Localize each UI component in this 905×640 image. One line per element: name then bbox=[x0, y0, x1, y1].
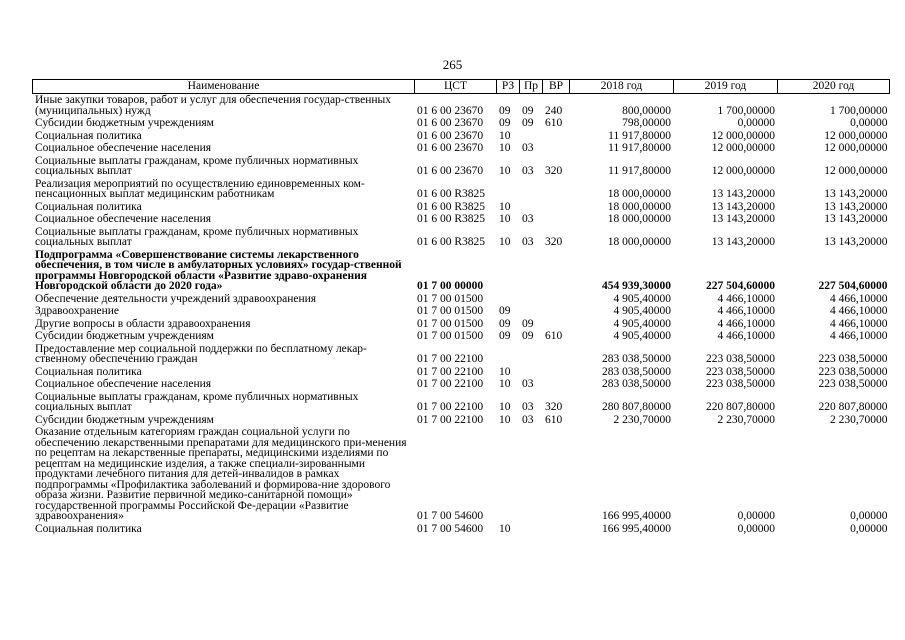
cell-vr bbox=[543, 523, 570, 536]
cell-rz: 10 bbox=[499, 236, 511, 248]
cell-2020: 4 466,10000 bbox=[830, 317, 888, 330]
cell-name: Социальные выплаты гражданам, кроме публичных нормативных социальных выплат bbox=[35, 225, 359, 248]
cell-cst: 01 6 00 R3825 bbox=[417, 236, 486, 248]
cell-pr: 09 bbox=[522, 330, 534, 342]
table-row bbox=[33, 155, 890, 178]
cell-rz: 10 bbox=[499, 378, 511, 390]
cell-2019: 12 000,00000 bbox=[711, 129, 775, 142]
cell-vr bbox=[543, 130, 570, 143]
budget-table bbox=[32, 79, 890, 535]
cell-2018: 798,00000 bbox=[622, 117, 671, 129]
table-row bbox=[33, 178, 890, 201]
cell-2019: 1 700,00000 bbox=[717, 104, 775, 117]
cell-vr bbox=[543, 201, 570, 214]
table-row bbox=[33, 523, 890, 536]
cell-cst: 01 7 00 00000 bbox=[417, 280, 484, 292]
cell-rz bbox=[497, 343, 520, 366]
cell-2020: 4 466,10000 bbox=[830, 292, 888, 305]
cell-name: Обеспечение деятельности учреждений здравоохранения bbox=[35, 292, 317, 305]
cell-rz bbox=[497, 426, 520, 523]
header-2018: 2018 год bbox=[570, 80, 674, 94]
cell-name: Субсидии бюджетным учреждениям bbox=[35, 117, 214, 129]
cell-pr: 09 bbox=[522, 117, 534, 129]
cell-cst: 01 6 00 R3825 bbox=[417, 188, 486, 200]
cell-cst: 01 7 00 22100 bbox=[417, 378, 484, 390]
cell-2020: 13 143,20000 bbox=[824, 200, 888, 213]
cell-2019: 0,00000 bbox=[737, 510, 775, 522]
cell-2019: 223 038,50000 bbox=[706, 353, 775, 365]
cell-name: Реализация мероприятий по осуществлению единовременных ком-пенсационных выплат медицинским работникам bbox=[35, 177, 365, 200]
cell-name: Предоставление мер социальной поддержки по бесплатному лекар-ственному обеспечению граждан bbox=[35, 342, 367, 365]
cell-cst: 01 6 00 23670 bbox=[417, 142, 484, 154]
cell-2020: 13 143,20000 bbox=[824, 188, 888, 200]
table-row bbox=[33, 201, 890, 214]
cell-cst: 01 6 00 R3825 bbox=[417, 200, 486, 213]
cell-2019: 4 466,10000 bbox=[717, 330, 775, 342]
cell-pr bbox=[520, 293, 543, 306]
cell-name: Субсидии бюджетным учреждениям bbox=[35, 330, 214, 342]
cell-vr bbox=[543, 378, 570, 391]
cell-vr: 610 bbox=[545, 117, 563, 129]
cell-rz: 10 bbox=[499, 213, 511, 225]
cell-2018: 18 000,00000 bbox=[607, 213, 671, 225]
header-2020: 2020 год bbox=[778, 80, 890, 94]
cell-rz: 09 bbox=[499, 305, 511, 317]
cell-vr bbox=[543, 305, 570, 318]
cell-2018: 18 000,00000 bbox=[607, 200, 671, 213]
cell-2020: 13 143,20000 bbox=[824, 213, 888, 225]
cell-cst: 01 7 00 01500 bbox=[417, 292, 484, 305]
cell-vr bbox=[543, 142, 570, 155]
table-row bbox=[33, 226, 890, 249]
cell-2019: 4 466,10000 bbox=[717, 292, 775, 305]
table-row bbox=[33, 142, 890, 155]
cell-rz: 10 bbox=[499, 142, 511, 154]
cell-vr bbox=[543, 318, 570, 331]
table-row bbox=[33, 117, 890, 130]
cell-rz: 10 bbox=[499, 365, 511, 378]
cell-2020: 1 700,00000 bbox=[830, 104, 888, 117]
cell-pr bbox=[520, 130, 543, 143]
table-row bbox=[33, 391, 890, 414]
cell-2020: 4 466,10000 bbox=[830, 330, 888, 342]
page-number: 265 bbox=[442, 57, 463, 72]
cell-2019: 12 000,00000 bbox=[711, 142, 775, 154]
cell-pr: 03 bbox=[522, 401, 534, 413]
cell-name: Социальное обеспечение населения bbox=[35, 142, 212, 154]
cell-cst: 01 6 00 23670 bbox=[417, 165, 484, 177]
cell-2020: 0,00000 bbox=[850, 510, 888, 522]
cell-pr bbox=[520, 178, 543, 201]
cell-2019: 13 143,20000 bbox=[711, 213, 775, 225]
cell-2018: 4 905,40000 bbox=[613, 292, 671, 305]
cell-name: Здравоохранение bbox=[35, 305, 120, 317]
table-row bbox=[33, 343, 890, 366]
table-row bbox=[33, 330, 890, 343]
cell-2018: 800,00000 bbox=[622, 104, 671, 117]
cell-cst: 01 6 00 23670 bbox=[417, 104, 484, 117]
header-rz: РЗ bbox=[497, 80, 520, 94]
table-row bbox=[33, 130, 890, 143]
cell-vr bbox=[543, 249, 570, 293]
cell-2019: 4 466,10000 bbox=[717, 305, 775, 317]
cell-cst: 01 7 00 22100 bbox=[417, 413, 484, 426]
table-row bbox=[33, 414, 890, 427]
table-body bbox=[33, 94, 890, 536]
cell-vr: 320 bbox=[545, 236, 563, 248]
table-header-row bbox=[33, 80, 890, 94]
cell-name: Социальная политика bbox=[35, 365, 142, 378]
cell-name: Оказание отдельным категориям граждан социальной услуги по обеспечению лекарственными препаратами для медицинского при-менения по рецептам на лекарственные препараты, медицинскими изделиями по рецептам на медицинские изделия, а также специали-зированными продуктами лечебного питания для детей-инвалидов в рамках подпрограммы «Профилактика заболеваний и формирова-ние здорового образа жизни. Развитие первичной медико-санитарной помощи» государственной программы Российской Фе-дерации «Развитие здравоохранения» bbox=[35, 426, 407, 522]
cell-rz: 09 bbox=[499, 117, 511, 129]
cell-vr bbox=[543, 426, 570, 523]
cell-rz: 10 bbox=[499, 401, 511, 413]
table-row bbox=[33, 318, 890, 331]
cell-2018: 18 000,00000 bbox=[607, 188, 671, 200]
cell-2020: 12 000,00000 bbox=[824, 129, 888, 142]
header-2019: 2019 год bbox=[674, 80, 778, 94]
cell-2019: 223 038,50000 bbox=[706, 365, 775, 378]
table-row bbox=[33, 213, 890, 226]
cell-2019: 227 504,60000 bbox=[706, 280, 775, 292]
cell-2018: 18 000,00000 bbox=[607, 236, 671, 248]
cell-2018: 166 995,40000 bbox=[602, 522, 671, 535]
cell-2018: 283 038,50000 bbox=[602, 365, 671, 378]
cell-rz: 10 bbox=[499, 129, 511, 142]
cell-rz: 09 bbox=[499, 330, 511, 342]
table-row bbox=[33, 249, 890, 293]
cell-name: Социальное обеспечение населения bbox=[35, 213, 212, 225]
cell-pr bbox=[520, 343, 543, 366]
cell-rz: 10 bbox=[499, 522, 511, 535]
cell-pr: 03 bbox=[522, 213, 534, 225]
cell-cst: 01 7 00 01500 bbox=[417, 305, 484, 317]
cell-pr bbox=[520, 305, 543, 318]
cell-pr bbox=[520, 523, 543, 536]
cell-2019: 2 230,70000 bbox=[717, 413, 775, 426]
cell-2020: 220 807,80000 bbox=[818, 401, 888, 413]
cell-cst: 01 6 00 23670 bbox=[417, 117, 484, 129]
cell-name: Социальные выплаты гражданам, кроме публичных нормативных социальных выплат bbox=[35, 390, 359, 413]
cell-pr: 03 bbox=[522, 378, 534, 390]
header-cst: ЦСТ bbox=[415, 80, 497, 94]
cell-rz: 09 bbox=[499, 104, 511, 117]
cell-pr: 09 bbox=[522, 104, 534, 117]
cell-rz: 10 bbox=[499, 413, 511, 426]
table-row bbox=[33, 366, 890, 379]
cell-2018: 2 230,70000 bbox=[613, 413, 671, 426]
header-vr: ВР bbox=[543, 80, 570, 94]
cell-2018: 4 905,40000 bbox=[613, 317, 671, 330]
cell-cst: 01 7 00 22100 bbox=[417, 365, 484, 378]
cell-pr: 09 bbox=[522, 317, 534, 330]
cell-name: Социальная политика bbox=[35, 200, 142, 213]
cell-2018: 283 038,50000 bbox=[602, 353, 671, 365]
cell-2020: 223 038,50000 bbox=[818, 378, 888, 390]
cell-2018: 166 995,40000 bbox=[602, 510, 671, 522]
table-row bbox=[33, 426, 890, 523]
cell-name: Социальная политика bbox=[35, 129, 142, 142]
cell-2020: 227 504,60000 bbox=[818, 280, 888, 292]
cell-cst: 01 6 00 23670 bbox=[417, 129, 484, 142]
cell-cst: 01 7 00 01500 bbox=[417, 317, 484, 330]
header-pr: Пр bbox=[520, 80, 543, 94]
table-row bbox=[33, 293, 890, 306]
cell-vr: 240 bbox=[545, 104, 563, 117]
cell-cst: 01 7 00 22100 bbox=[417, 353, 484, 365]
cell-name: Другие вопросы в области здравоохранения bbox=[35, 317, 251, 330]
cell-vr bbox=[543, 293, 570, 306]
cell-rz: 10 bbox=[499, 200, 511, 213]
cell-2019: 0,00000 bbox=[737, 117, 775, 129]
cell-vr bbox=[543, 343, 570, 366]
cell-2019: 13 143,20000 bbox=[711, 200, 775, 213]
table-row bbox=[33, 94, 890, 118]
cell-name: Подпрограмма «Совершенствование системы лекарственного обеспечения, в том числе в амбулаторных условиях» государ-ственной программы Новгородской области «Развитие здраво-охранения Новгородской области до 2020 года» bbox=[35, 248, 402, 292]
cell-rz bbox=[497, 178, 520, 201]
cell-2020: 2 230,70000 bbox=[830, 413, 888, 426]
cell-2019: 4 466,10000 bbox=[717, 317, 775, 330]
cell-rz: 09 bbox=[499, 317, 511, 330]
cell-vr: 610 bbox=[545, 330, 563, 342]
cell-2019: 13 143,20000 bbox=[711, 188, 775, 200]
cell-pr bbox=[520, 201, 543, 214]
cell-2020: 223 038,50000 bbox=[818, 365, 888, 378]
cell-2019: 223 038,50000 bbox=[706, 378, 775, 390]
table-row bbox=[33, 305, 890, 318]
cell-pr bbox=[520, 366, 543, 379]
cell-rz bbox=[497, 249, 520, 293]
cell-pr: 03 bbox=[522, 142, 534, 154]
cell-2020: 223 038,50000 bbox=[818, 353, 888, 365]
cell-2019: 220 807,80000 bbox=[706, 401, 775, 413]
cell-pr bbox=[520, 249, 543, 293]
cell-2019: 12 000,00000 bbox=[711, 165, 775, 177]
cell-vr: 320 bbox=[545, 401, 563, 413]
header-name: Наименование bbox=[33, 80, 415, 94]
cell-pr: 03 bbox=[522, 165, 534, 177]
cell-2018: 454 939,30000 bbox=[602, 280, 671, 292]
cell-rz bbox=[497, 293, 520, 306]
cell-cst: 01 7 00 54600 bbox=[417, 522, 484, 535]
cell-2018: 4 905,40000 bbox=[613, 330, 671, 342]
cell-2020: 12 000,00000 bbox=[824, 165, 888, 177]
cell-name: Субсидии бюджетным учреждениям bbox=[35, 413, 214, 426]
cell-cst: 01 7 00 01500 bbox=[417, 330, 484, 342]
cell-cst: 01 7 00 22100 bbox=[417, 401, 484, 413]
cell-name: Социальное обеспечение населения bbox=[35, 378, 212, 390]
cell-name: Социальная политика bbox=[35, 522, 142, 535]
cell-2020: 0,00000 bbox=[850, 522, 888, 535]
cell-cst: 01 7 00 54600 bbox=[417, 510, 484, 522]
cell-pr: 03 bbox=[522, 413, 534, 426]
cell-name: Иные закупки товаров, работ и услуг для обеспечения государ-ственных (муниципальных) нужд bbox=[35, 94, 392, 117]
cell-rz: 10 bbox=[499, 165, 511, 177]
cell-2020: 13 143,20000 bbox=[824, 236, 888, 248]
cell-vr bbox=[543, 213, 570, 226]
cell-2020: 4 466,10000 bbox=[830, 305, 888, 317]
cell-vr bbox=[543, 366, 570, 379]
cell-2019: 0,00000 bbox=[737, 522, 775, 535]
cell-2019: 13 143,20000 bbox=[711, 236, 775, 248]
cell-2018: 283 038,50000 bbox=[602, 378, 671, 390]
cell-pr: 03 bbox=[522, 236, 534, 248]
table-row bbox=[33, 378, 890, 391]
cell-pr bbox=[520, 426, 543, 523]
cell-vr: 320 bbox=[545, 165, 563, 177]
cell-vr bbox=[543, 178, 570, 201]
cell-2018: 11 917,80000 bbox=[608, 165, 671, 177]
cell-vr: 610 bbox=[545, 413, 563, 426]
cell-2018: 280 807,80000 bbox=[602, 401, 671, 413]
cell-name: Социальные выплаты гражданам, кроме публичных нормативных социальных выплат bbox=[35, 154, 359, 177]
cell-2020: 0,00000 bbox=[850, 117, 888, 129]
cell-2018: 11 917,80000 bbox=[608, 129, 671, 142]
cell-2018: 4 905,40000 bbox=[613, 305, 671, 317]
cell-cst: 01 6 00 R3825 bbox=[417, 213, 486, 225]
cell-2020: 12 000,00000 bbox=[824, 142, 888, 154]
cell-2018: 11 917,80000 bbox=[608, 142, 671, 154]
